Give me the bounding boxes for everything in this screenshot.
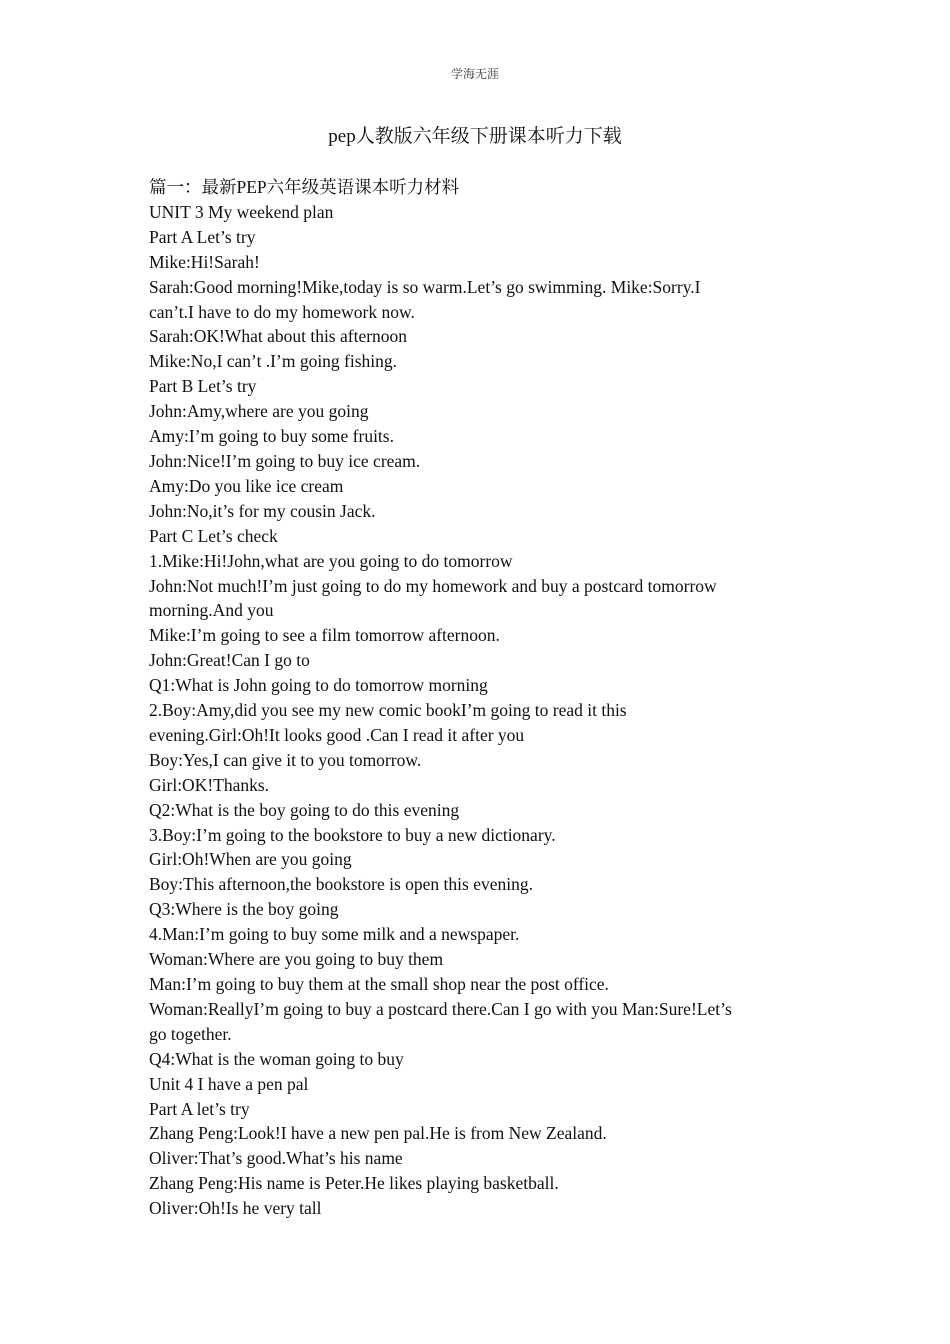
- question-line: Q3:Where is the boy going: [149, 899, 339, 920]
- dialogue-line: 3.Boy:I’m going to the bookstore to buy a new dictionary.: [149, 824, 556, 845]
- dialogue-line: Man:I’m going to buy them at the small shop near the post office.: [149, 974, 609, 994]
- dialogue-line: Amy:I’m going to buy some fruits.: [149, 426, 394, 447]
- question-line: Q4:What is the woman going to buy: [149, 1048, 404, 1069]
- dialogue-line: John:No,it’s for my cousin Jack.: [149, 500, 376, 521]
- dialogue-line: Mike:No,I can’t .I’m going fishing.: [149, 351, 398, 372]
- dialogue-line: Woman:ReallyI’m going to buy a postcard there.Can I go with you Man:Sure!Let’s: [149, 998, 732, 1019]
- dialogue-line: 2.Boy:Amy,did you see my new comic bookI’m going to read it this: [149, 700, 627, 721]
- dialogue-line: Sarah:Good morning!Mike,today is so warm.Let’s go swimming. Mike:Sorry.I: [149, 276, 701, 297]
- dialogue-line: Boy:Yes,I can give it to you tomorrow.: [149, 749, 422, 770]
- dialogue-line: Sarah:OK!What about this afternoon: [149, 326, 408, 347]
- section-heading: 篇一：最新PEP六年级英语课本听力材料: [149, 177, 460, 197]
- dialogue-line: Girl:Oh!When are you going: [149, 849, 352, 870]
- part-heading: Part A let’s try: [149, 1098, 250, 1119]
- question-line: Q2:What is the boy going to do this evening: [149, 799, 460, 820]
- dialogue-line: Mike:Hi!Sarah!: [149, 251, 260, 272]
- dialogue-line: John:Great!Can I go to: [149, 650, 310, 671]
- dialogue-line: Oliver:Oh!Is he very tall: [149, 1198, 322, 1219]
- dialogue-line: can’t.I have to do my homework now.: [149, 301, 415, 322]
- page-header: 学海无涯: [450, 67, 499, 81]
- dialogue-line: Amy:Do you like ice cream: [149, 475, 344, 496]
- unit-heading: Unit 4 I have a pen pal: [149, 1073, 309, 1094]
- dialogue-line: John:Not much!I’m just going to do my homework and buy a postcard tomorrow: [149, 575, 717, 596]
- dialogue-line: Mike:I’m going to see a film tomorrow afternoon.: [149, 625, 500, 646]
- part-heading: Part C Let’s check: [149, 525, 278, 546]
- dialogue-line: Girl:OK!Thanks.: [149, 774, 270, 795]
- document-body: [149, 175, 809, 1221]
- dialogue-line: Woman:Where are you going to buy them: [149, 949, 444, 970]
- question-line: Q1:What is John going to do tomorrow morning: [149, 675, 488, 696]
- document-title: pep人教版六年级下册课本听力下载: [328, 126, 622, 147]
- unit-heading: UNIT 3 My weekend plan: [149, 201, 334, 222]
- dialogue-line: Oliver:That’s good.What’s his name: [149, 1148, 403, 1169]
- dialogue-line: go together.: [149, 1023, 232, 1044]
- dialogue-line: evening.Girl:Oh!It looks good .Can I read it after you: [149, 724, 525, 745]
- part-heading: Part A Let’s try: [149, 226, 256, 247]
- dialogue-line: Zhang Peng:Look!I have a new pen pal.He is from New Zealand.: [149, 1123, 607, 1144]
- dialogue-line: 4.Man:I’m going to buy some milk and a newspaper.: [149, 924, 520, 945]
- dialogue-line: Zhang Peng:His name is Peter.He likes playing basketball.: [149, 1173, 559, 1194]
- part-heading: Part B Let’s try: [149, 376, 257, 397]
- dialogue-line: 1.Mike:Hi!John,what are you going to do tomorrow: [149, 550, 513, 571]
- dialogue-line: John:Nice!I’m going to buy ice cream.: [149, 450, 421, 471]
- dialogue-line: Boy:This afternoon,the bookstore is open this evening.: [149, 874, 533, 895]
- dialogue-line: John:Amy,where are you going: [149, 401, 369, 422]
- dialogue-line: morning.And you: [149, 600, 274, 621]
